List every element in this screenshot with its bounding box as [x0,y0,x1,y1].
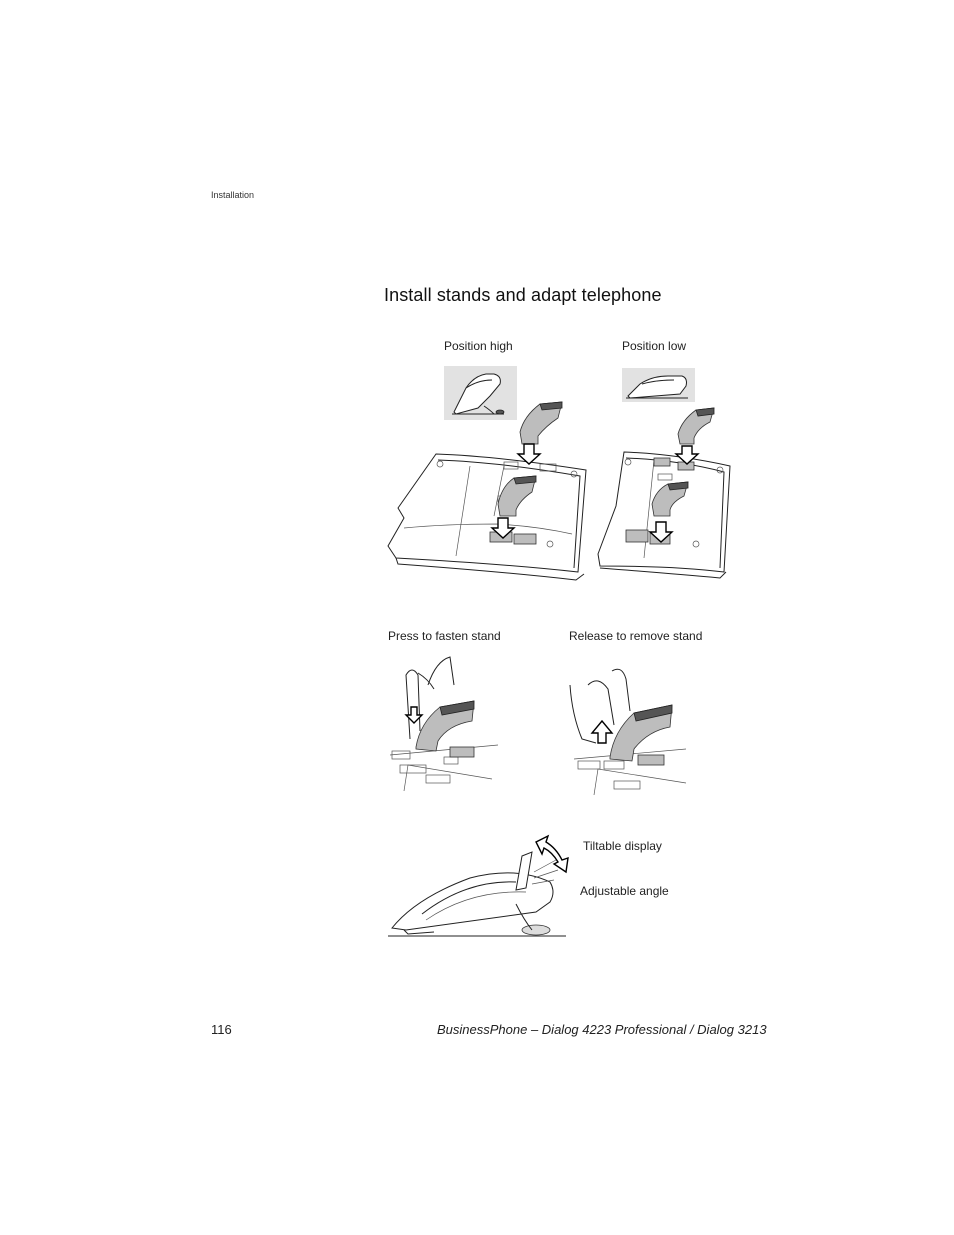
section-header: Installation [211,190,255,200]
illustration-stand-high-underside [386,396,598,592]
caption-adjustable-angle: Adjustable angle [580,884,669,898]
illustration-tiltable-display [386,832,572,940]
caption-release-to-remove: Release to remove stand [569,629,703,643]
caption-position-high: Position high [444,339,513,353]
thumbnail-position-low [622,368,695,402]
illustration-press-to-fasten [388,655,500,793]
illustration-release-to-remove [568,655,690,797]
caption-press-to-fasten: Press to fasten stand [388,629,501,643]
caption-position-low: Position low [622,339,687,353]
document-title: BusinessPhone – Dialog 4223 Professional / Dialog 3213 [437,1022,767,1037]
caption-tiltable-display: Tiltable display [583,839,662,853]
illustration-stand-low-underside [596,404,738,584]
page-title: Install stands and adapt telephone [384,285,662,305]
page-number: 116 [211,1022,232,1037]
